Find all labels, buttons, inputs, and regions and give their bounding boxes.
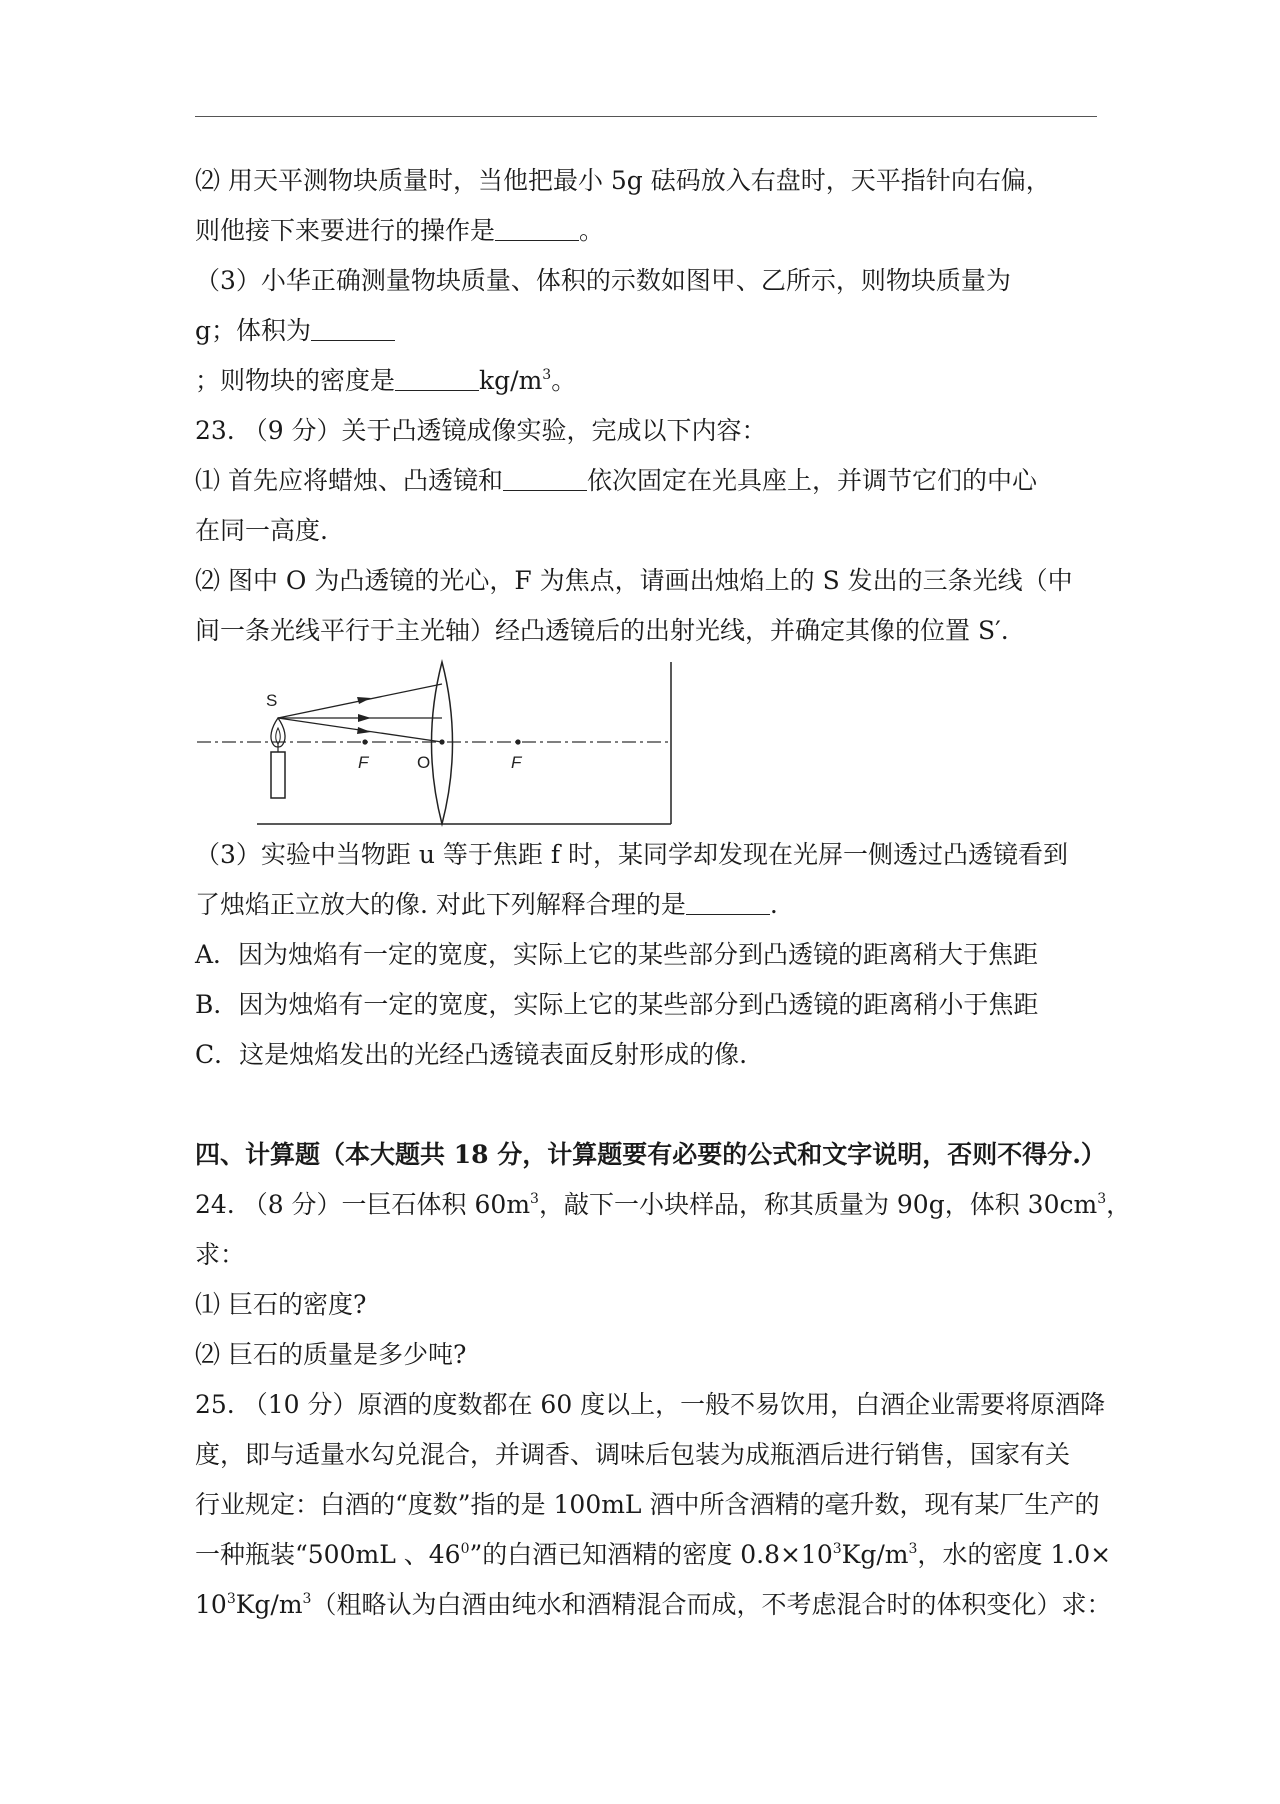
- q23-part3-line2: 了烛焰正立放大的像. 对此下列解释合理的是 .: [195, 890, 778, 919]
- q23-header: 23. （9 分）关于凸透镜成像实验，完成以下内容：: [195, 416, 767, 445]
- q23-option-b: B．因为烛焰有一定的宽度，实际上它的某些部分到凸透镜的距离稍小于焦距: [195, 990, 1039, 1019]
- label-o: O: [417, 753, 431, 772]
- q23-part3-line1: （3）实验中当物距 u 等于焦距 f 时，某同学却发现在光屏一侧透过凸透镜看到: [195, 840, 1069, 869]
- header-rule: [195, 116, 1097, 117]
- q24-sub2: ⑵ 巨石的质量是多少吨?: [195, 1340, 467, 1369]
- q23-part2-line1: ⑵ 图中 O 为凸透镜的光心，F 为焦点，请画出烛焰上的 S 发出的三条光线（中: [195, 566, 1073, 595]
- q25-line5: $10^3Kg/m^3$（粗略认为白酒由纯水和酒精混合而成，不考虑混合时的体积变化）求：: [195, 1590, 1112, 1619]
- label-f-left: F: [358, 753, 369, 772]
- answer-blank[interactable]: [311, 318, 395, 341]
- flame-icon: [271, 718, 285, 747]
- q22-part3-line1: （3）小华正确测量物块质量、体积的示数如图甲、乙所示，则物块质量为: [195, 266, 1011, 295]
- q24-line1: 24. （8 分）一巨石体积 $60m^3$，敲下一小块样品，称其质量为 90g，体积 $30cm^3$，: [195, 1190, 1132, 1219]
- focus-right-dot: [515, 739, 520, 744]
- section4-heading: 四、计算题（本大题共 18 分，计算题要有必要的公式和文字说明，否则不得分.）: [195, 1140, 1106, 1169]
- q22-part2-line1: ⑵ 用天平测物块质量时，当他把最小 5g 砝码放入右盘时，天平指针向右偏，: [195, 166, 1051, 195]
- ray-middle-arrow-icon: [358, 714, 371, 722]
- q22-part3-line2: g；体积为: [195, 316, 1097, 346]
- answer-blank[interactable]: [495, 218, 579, 241]
- label-f-right: F: [511, 753, 522, 772]
- candle-icon: [271, 752, 285, 798]
- q25-line1: 25. （10 分）原酒的度数都在 60 度以上，一般不易饮用，白酒企业需要将原酒降: [195, 1390, 1106, 1419]
- answer-blank[interactable]: [686, 892, 770, 915]
- q23-part1-line2: 在同一高度.: [195, 516, 328, 545]
- q24-line2: 求：: [195, 1240, 246, 1269]
- answer-blank[interactable]: [395, 368, 479, 391]
- ray-bottom-arrow-icon: [357, 727, 371, 734]
- q23-option-a: A．因为烛焰有一定的宽度，实际上它的某些部分到凸透镜的距离稍大于焦距: [195, 940, 1039, 969]
- answer-blank[interactable]: [503, 468, 587, 491]
- focus-left-dot: [362, 739, 367, 744]
- q25-line4: 一种瓶装“500mL 、$46^0$”的白酒已知酒精的密度 $0.8\times 10^3Kg/m^3$，水的密度 1.0×: [195, 1540, 1112, 1569]
- q23-part2-line2: 间一条光线平行于主光轴）经凸透镜后的出射光线，并确定其像的位置 S′.: [195, 616, 1009, 645]
- lens-diagram: [195, 660, 675, 830]
- q22-part3-line3: ；则物块的密度是 $kg/m^3$。: [195, 366, 577, 395]
- optical-center-dot: [439, 739, 444, 744]
- q23-part1-line1: ⑴ 首先应将蜡烛、凸透镜和 依次固定在光具座上，并调节它们的中心: [195, 466, 1037, 495]
- q23-option-c: C．这是烛焰发出的光经凸透镜表面反射形成的像.: [195, 1040, 748, 1069]
- q22-part2-line2: 则他接下来要进行的操作是 。: [195, 216, 605, 245]
- label-s: S: [266, 691, 278, 710]
- q25-line3: 行业规定：白酒的“度数”指的是 100mL 酒中所含酒精的毫升数，现有某厂生产的: [195, 1490, 1100, 1519]
- q24-sub1: ⑴ 巨石的密度?: [195, 1290, 367, 1319]
- ray-top-arrow-icon: [357, 697, 371, 704]
- q25-line2: 度，即与适量水勾兑混合，并调香、调味后包装为成瓶酒后进行销售，国家有关: [195, 1440, 1071, 1469]
